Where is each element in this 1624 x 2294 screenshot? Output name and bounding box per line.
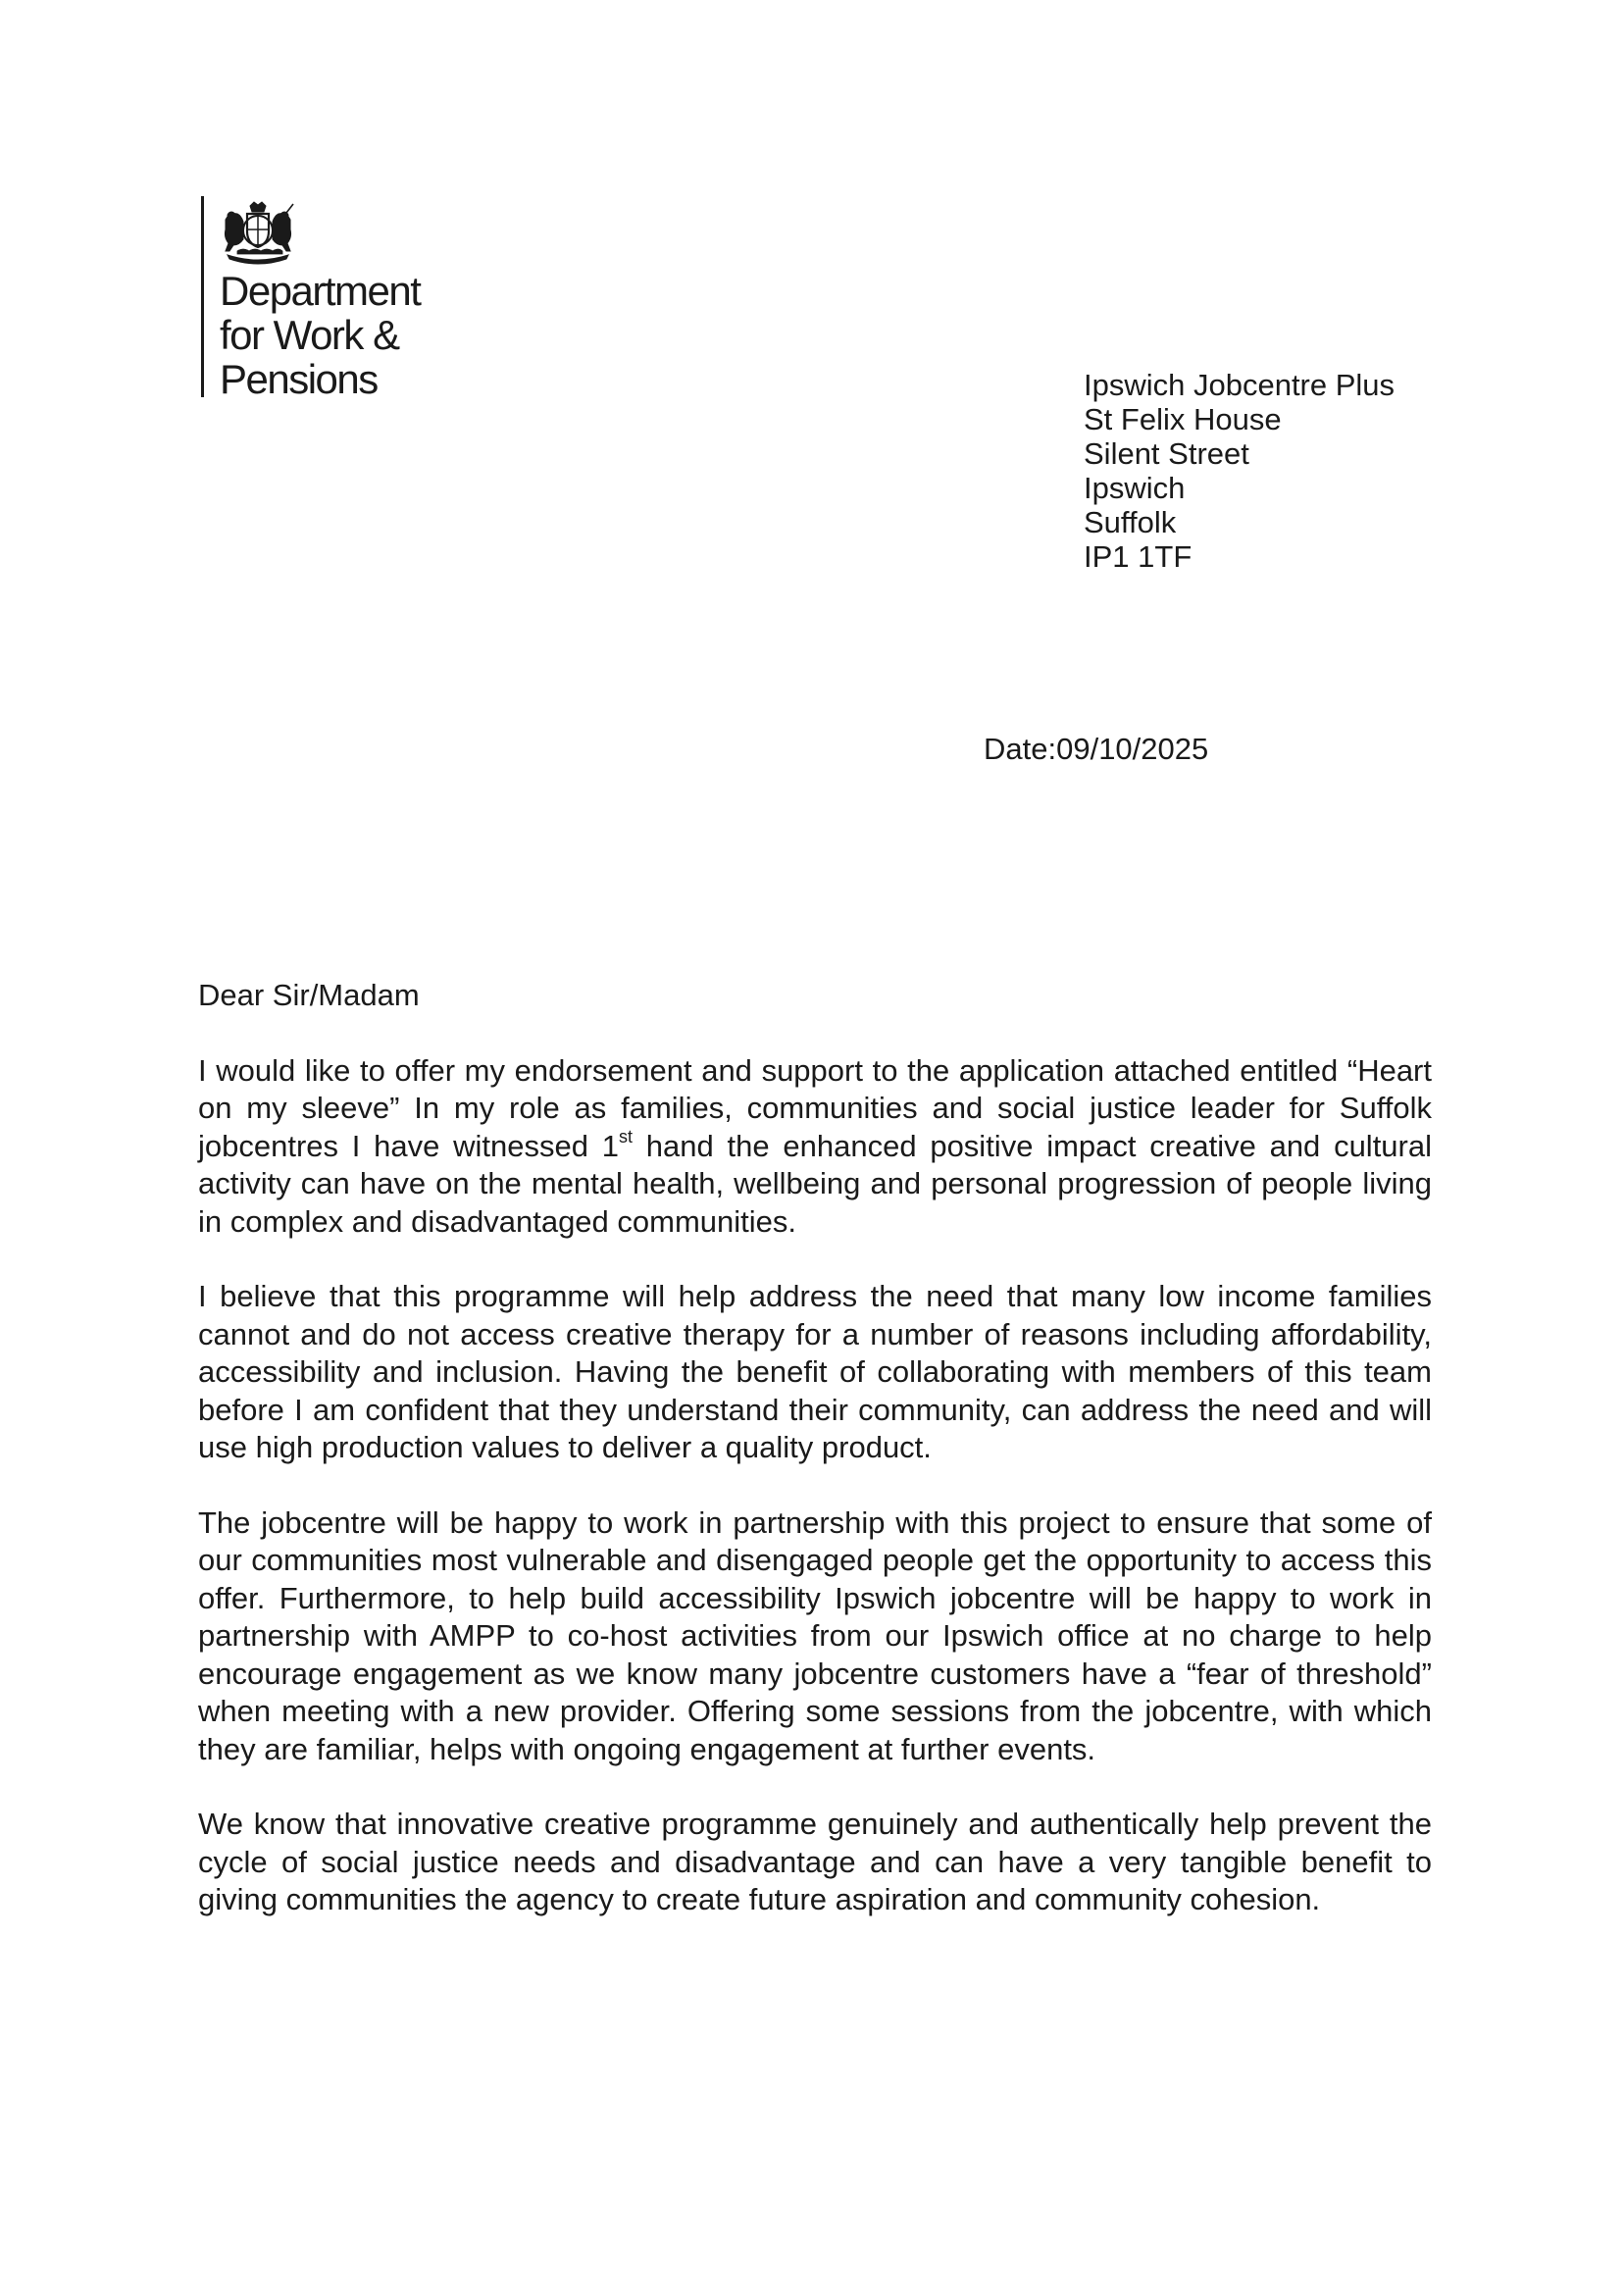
paragraph-1 — [198, 1052, 1432, 1242]
address-line: Suffolk — [1084, 505, 1177, 539]
paragraph-4: We know that innovative creative programme genuinely and authentically help prevent the cycle of social justice needs and disadvantage and can have a very tangible benefit to giving communities the agency to create future aspiration and community cohesion. — [198, 1807, 1432, 1916]
royal-coat-of-arms-icon — [220, 200, 296, 265]
address-line: Silent Street — [1084, 436, 1249, 471]
paragraph-3: The jobcentre will be happy to work in partnership with this project to ensure that some of our communities most vulnerable and disengaged people get the opportunity to access this offer. Furthermore, to help build accessibility Ipswich jobcentre will be happy to work in partnership with AMPP to co-host activities from our Ipswich office at no charge to help encourage engagement as we know many jobcentre customers have a “fear of threshold” when meeting with a new provider. Offering some sessions from the jobcentre, with which they are familiar, helps with ongoing engagement at further events. — [198, 1504, 1432, 1766]
department-name-line-1: Department — [220, 268, 421, 314]
letter-date: Date:09/10/2025 — [984, 732, 1209, 766]
salutation: Dear Sir/Madam — [198, 978, 420, 1012]
paragraph-1-text-b: hand the enhanced positive impact creative and cultural activity can have on the mental health, wellbeing and personal progression of people living in complex and disadvantaged communities. — [198, 1128, 1432, 1239]
department-name-line-2: for Work & — [220, 312, 399, 358]
department-name-line-3: Pensions — [220, 356, 378, 402]
department-name — [220, 269, 420, 401]
address-line: IP1 1TF — [1084, 539, 1193, 574]
letter-body — [198, 977, 1432, 1957]
paragraph-2: I believe that this programme will help address the need that many low income families cannot and do not access creative therapy for a number of reasons including affordability, accessibility and inclusion. Having the benefit of collaborating with members of this team before I am confident that they understand their community, can address the need and will use high production values to deliver a quality product. — [198, 1279, 1432, 1464]
ordinal-suffix: st — [619, 1127, 634, 1147]
sender-address — [1084, 368, 1395, 574]
logo-rule — [201, 196, 204, 397]
address-line: Ipswich — [1084, 471, 1186, 505]
address-line: Ipswich Jobcentre Plus — [1084, 368, 1396, 402]
paragraph-1-text-a: I would like to offer my endorsement and support to the application attached entitled “Heart on my sleeve” In my role as families, communities and social justice leader for Suffolk jobcentres I have witnessed 1 — [198, 1052, 1432, 1163]
address-line: St Felix House — [1084, 402, 1282, 436]
